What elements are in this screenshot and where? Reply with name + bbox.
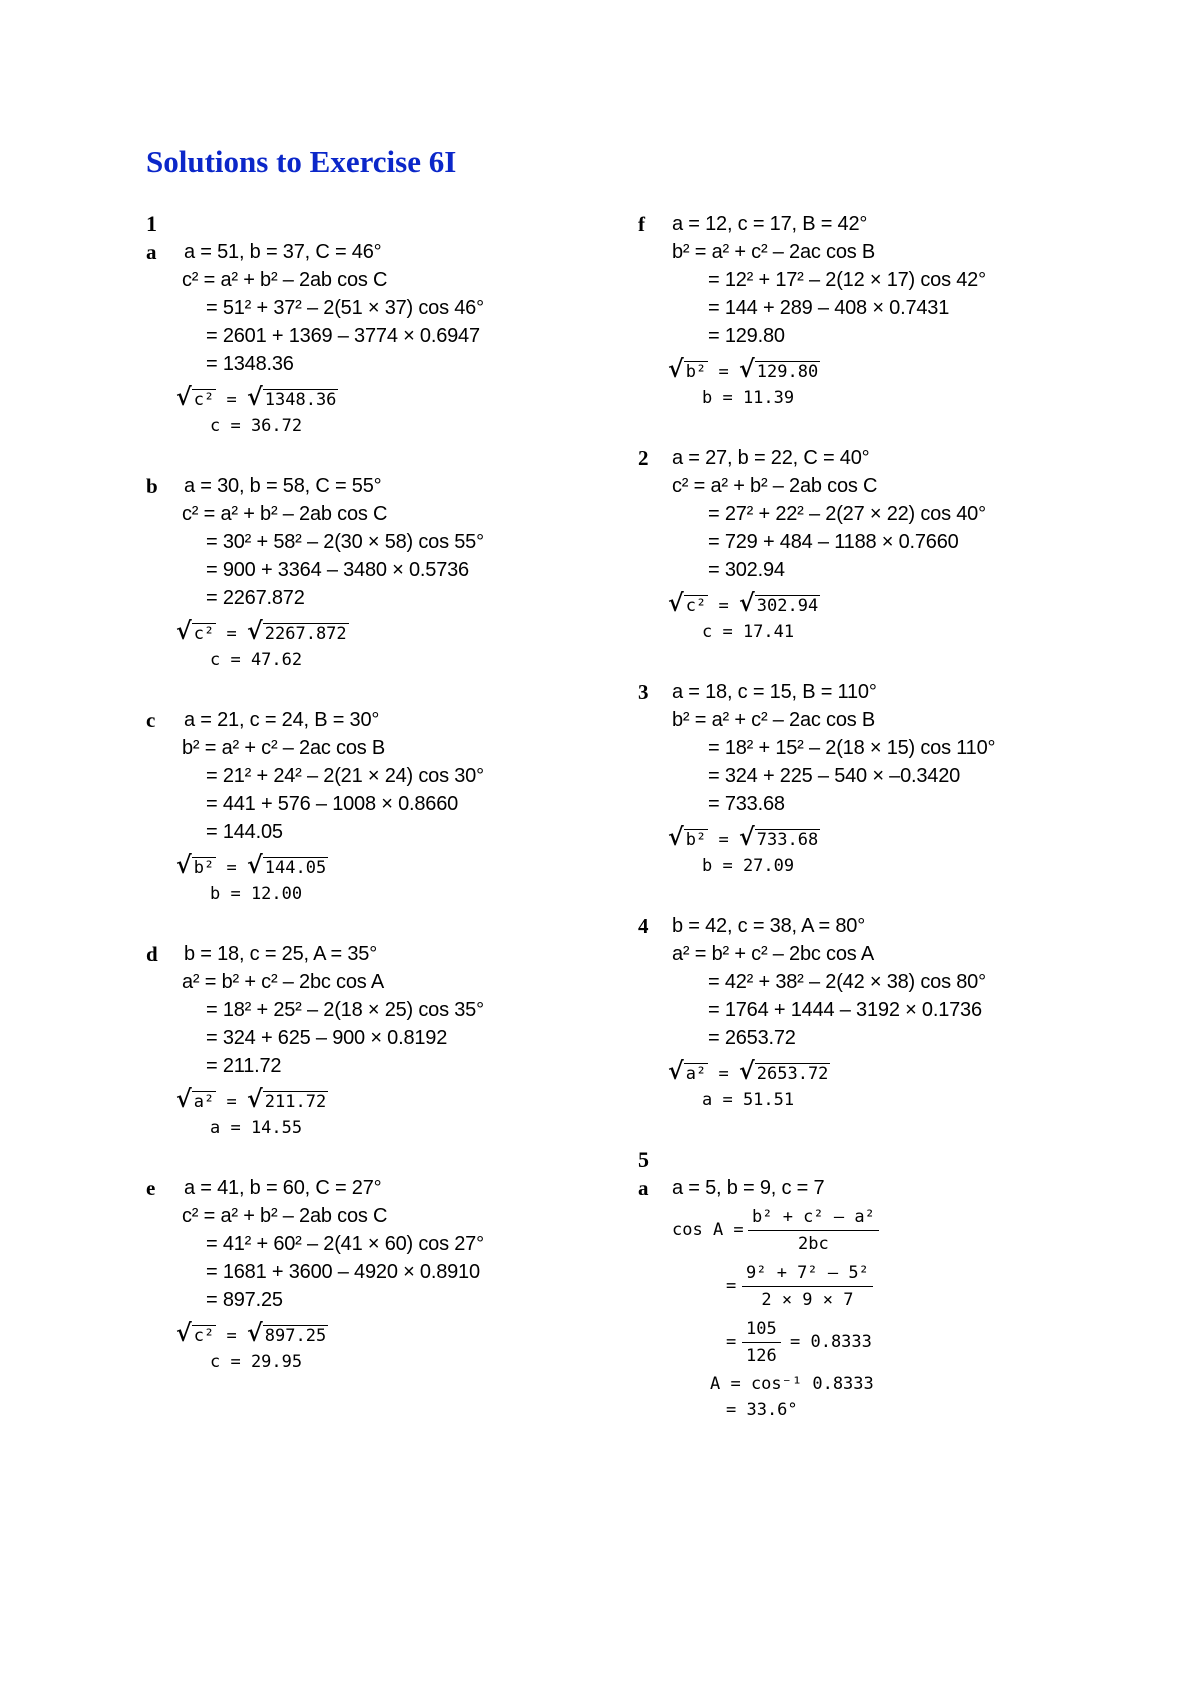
- part-label: 2: [638, 446, 649, 470]
- radicand: a²: [193, 1092, 215, 1112]
- working-step: = 324 + 225 – 540 × –0.3420: [708, 765, 961, 787]
- cosine-fraction-row: [638, 1204, 1138, 1260]
- question-4: [638, 912, 1138, 1114]
- sqrt-lhs: √ b² = √ 129.80: [668, 354, 819, 383]
- working-step: = 211.72: [206, 1055, 282, 1077]
- fraction: [742, 1260, 873, 1313]
- solution-line: [146, 790, 586, 818]
- square-root-step: [638, 1056, 1138, 1088]
- given-values: a = 18, c = 15, B = 110°: [672, 681, 877, 703]
- solution-line: [638, 444, 1138, 472]
- solution-line: [146, 996, 586, 1024]
- solution-line: [638, 528, 1138, 556]
- working-step: = 18² + 25² – 2(18 × 25) cos 35°: [206, 999, 484, 1021]
- radicand: 1348.36: [264, 390, 337, 410]
- cosine-rule: c² = a² + b² – 2ab cos C: [182, 503, 388, 525]
- equals-sign: =: [726, 1276, 737, 1296]
- working-step: = 2653.72: [708, 1027, 796, 1049]
- cosine-rule: c² = a² + b² – 2ab cos C: [182, 1205, 388, 1227]
- solution-line: [146, 322, 586, 350]
- working-step: = 729 + 484 – 1188 × 0.7660: [708, 531, 959, 553]
- working-step: = 144 + 289 – 408 × 0.7431: [708, 297, 950, 319]
- solution-line: [146, 940, 586, 968]
- final-result: a = 51.51: [702, 1090, 795, 1110]
- working-step: = 302.94: [708, 559, 785, 581]
- solution-line: [146, 584, 586, 612]
- radical-icon: √: [176, 616, 192, 645]
- final-result: c = 36.72: [210, 416, 303, 436]
- final-result: c = 29.95: [210, 1352, 303, 1372]
- working-step: = 900 + 3364 – 3480 × 0.5736: [206, 559, 469, 581]
- square-root-step: [146, 616, 586, 648]
- square-root-step: [146, 1318, 586, 1350]
- cosine-fraction-row: [638, 1316, 1138, 1372]
- final-result: a = 14.55: [210, 1118, 303, 1138]
- working-step: = 41² + 60² – 2(41 × 60) cos 27°: [206, 1233, 484, 1255]
- square-root-step: [638, 822, 1138, 854]
- right-column: [638, 210, 1138, 1456]
- cosine-rule: b² = a² + c² – 2ac cos B: [182, 737, 386, 759]
- working-step: = 441 + 576 – 1008 × 0.8660: [206, 793, 459, 815]
- square-root-step: [146, 1084, 586, 1116]
- working-step: = 1764 + 1444 – 3192 × 0.1736: [708, 999, 982, 1021]
- solution-line: [146, 238, 586, 266]
- solution-line: [146, 1230, 586, 1258]
- solution-line: [146, 294, 586, 322]
- part-label: b: [146, 474, 158, 498]
- solution-line: [146, 500, 586, 528]
- given-values: a = 30, b = 58, C = 55°: [184, 475, 382, 497]
- solution-line: [146, 472, 586, 500]
- radical-icon: √: [246, 616, 263, 645]
- question-5: [638, 1146, 1138, 1424]
- solution-line: [146, 762, 586, 790]
- solution-line: [638, 294, 1138, 322]
- cosine-rule: a² = b² + c² – 2bc cos A: [182, 971, 384, 993]
- solution-line: [638, 1024, 1138, 1052]
- radical-icon: √: [176, 1084, 192, 1113]
- part-f: [638, 210, 1138, 412]
- radical-icon: √: [246, 382, 263, 411]
- radicand: 302.94: [756, 596, 819, 616]
- radical-icon: √: [738, 1056, 755, 1085]
- sqrt-lhs: √ c² = √ 897.25: [176, 1318, 327, 1347]
- radical-icon: √: [668, 354, 684, 383]
- radical-icon: √: [668, 588, 684, 617]
- sqrt-lhs: √ b² = √ 733.68: [668, 822, 819, 851]
- radicand: 2267.872: [264, 624, 347, 644]
- part-b: [146, 472, 586, 674]
- given-values: a = 41, b = 60, C = 27°: [184, 1177, 382, 1199]
- working-step: = 1348.36: [206, 353, 294, 375]
- solution-line: [638, 322, 1138, 350]
- working-step: = 21² + 24² – 2(21 × 24) cos 30°: [206, 765, 484, 787]
- given-values: a = 21, c = 24, B = 30°: [184, 709, 380, 731]
- final-result: b = 27.09: [702, 856, 795, 876]
- solution-line: [638, 210, 1138, 238]
- working-step: = 30² + 58² – 2(30 × 58) cos 55°: [206, 531, 484, 553]
- solution-line: [638, 912, 1138, 940]
- solution-line: [638, 266, 1138, 294]
- working-step: = 12² + 17² – 2(12 × 17) cos 42°: [708, 269, 986, 291]
- radicand: b²: [685, 830, 707, 850]
- decimal-result: = 0.8333: [790, 1332, 872, 1352]
- radical-icon: √: [738, 588, 755, 617]
- solution-line: [146, 350, 586, 378]
- solution-line: [638, 556, 1138, 584]
- part-label: e: [146, 1176, 156, 1200]
- solution-line: [146, 818, 586, 846]
- radicand: 144.05: [264, 858, 327, 878]
- radical-icon: √: [738, 354, 755, 383]
- cosine-rule: a² = b² + c² – 2bc cos A: [672, 943, 874, 965]
- radicand: a²: [685, 1064, 707, 1084]
- part-label: a: [146, 240, 157, 264]
- radicand: 733.68: [756, 830, 819, 850]
- radicand: c²: [193, 1326, 215, 1346]
- cosine-fraction-row: [638, 1260, 1138, 1316]
- working-step: = 129.80: [708, 325, 785, 347]
- sqrt-lhs: √ c² = √ 2267.872: [176, 616, 347, 645]
- solution-line: [146, 266, 586, 294]
- given-values: a = 12, c = 17, B = 42°: [672, 213, 868, 235]
- solution-line: [146, 706, 586, 734]
- part-c: [146, 706, 586, 908]
- part-label: a: [638, 1176, 649, 1200]
- fraction: [748, 1204, 879, 1257]
- given-values: b = 42, c = 38, A = 80°: [672, 915, 865, 937]
- radicand: 897.25: [264, 1326, 327, 1346]
- solution-line: [638, 472, 1138, 500]
- part-d: [146, 940, 586, 1142]
- working-step: = 144.05: [206, 821, 283, 843]
- sqrt-lhs: √ b² = √ 144.05: [176, 850, 327, 879]
- final-result: c = 17.41: [702, 622, 795, 642]
- radical-icon: √: [176, 1318, 192, 1347]
- square-root-step: [638, 354, 1138, 386]
- solution-line: [146, 734, 586, 762]
- part-label: f: [638, 212, 645, 236]
- final-angle: = 33.6°: [726, 1400, 798, 1420]
- radicand: c²: [193, 624, 215, 644]
- working-step: = 42² + 38² – 2(42 × 38) cos 80°: [708, 971, 986, 993]
- fraction-numerator: 105: [742, 1316, 781, 1343]
- solution-line: [146, 968, 586, 996]
- cosine-rule: b² = a² + c² – 2ac cos B: [672, 709, 876, 731]
- solution-line: [146, 1052, 586, 1080]
- question-2: [638, 444, 1138, 646]
- fraction-denominator: 126: [746, 1346, 777, 1366]
- working-step: = 1681 + 3600 – 4920 × 0.8910: [206, 1261, 480, 1283]
- fraction: [742, 1316, 781, 1369]
- radical-icon: √: [176, 382, 192, 411]
- radical-icon: √: [246, 1084, 263, 1113]
- cosine-rule: c² = a² + b² – 2ab cos C: [182, 269, 388, 291]
- solution-line: [146, 528, 586, 556]
- working-step: = 51² + 37² – 2(51 × 37) cos 46°: [206, 297, 484, 319]
- radicand: 129.80: [756, 362, 819, 382]
- solution-line: [146, 1202, 586, 1230]
- question-number: 5: [638, 1147, 649, 1172]
- solution-line: [638, 734, 1138, 762]
- working-step: = 2601 + 1369 – 3774 × 0.6947: [206, 325, 480, 347]
- sqrt-lhs: √ c² = √ 1348.36: [176, 382, 337, 411]
- fraction-denominator: 2bc: [798, 1234, 829, 1254]
- radical-icon: √: [668, 1056, 684, 1085]
- part-label: 3: [638, 680, 649, 704]
- radicand: c²: [193, 390, 215, 410]
- sqrt-lhs: √ a² = √ 211.72: [176, 1084, 327, 1113]
- working-step: = 324 + 625 – 900 × 0.8192: [206, 1027, 448, 1049]
- part-a: [146, 238, 586, 440]
- solution-line: [146, 1286, 586, 1314]
- inverse-cos-line: A = cos⁻¹ 0.8333: [710, 1374, 874, 1394]
- solution-line: [146, 556, 586, 584]
- given-values: b = 18, c = 25, A = 35°: [184, 943, 377, 965]
- cosine-rule: c² = a² + b² – 2ab cos C: [672, 475, 878, 497]
- solution-line: [638, 238, 1138, 266]
- solution-line: [146, 1258, 586, 1286]
- cos-lhs: cos A =: [672, 1220, 744, 1240]
- radicand: b²: [193, 858, 215, 878]
- part-label: 4: [638, 914, 649, 938]
- square-root-step: [146, 382, 586, 414]
- radical-icon: √: [246, 850, 263, 879]
- fraction-denominator: 2 × 9 × 7: [761, 1290, 854, 1310]
- part-label: c: [146, 708, 156, 732]
- solution-line: [638, 1174, 1138, 1202]
- question-3: [638, 678, 1138, 880]
- final-result: b = 12.00: [210, 884, 303, 904]
- radicand: c²: [685, 596, 707, 616]
- working-step: = 18² + 15² – 2(18 × 15) cos 110°: [708, 737, 996, 759]
- sqrt-lhs: √ c² = √ 302.94: [668, 588, 819, 617]
- radicand: 2653.72: [756, 1064, 829, 1084]
- solution-line: [638, 968, 1138, 996]
- radical-icon: √: [738, 822, 755, 851]
- working-step: = 2267.872: [206, 587, 305, 609]
- page-title: Solutions to Exercise 6I: [146, 144, 457, 179]
- final-result: b = 11.39: [702, 388, 795, 408]
- radicand: b²: [685, 362, 707, 382]
- fraction-numerator: b² + c² – a²: [748, 1204, 879, 1231]
- square-root-step: [146, 850, 586, 882]
- solution-line: [638, 996, 1138, 1024]
- fraction-numerator: 9² + 7² – 5²: [742, 1260, 873, 1287]
- solution-line: [146, 1174, 586, 1202]
- solution-line: [638, 500, 1138, 528]
- solution-line: [146, 1024, 586, 1052]
- sqrt-lhs: √ a² = √ 2653.72: [668, 1056, 829, 1085]
- working-step: = 27² + 22² – 2(27 × 22) cos 40°: [708, 503, 986, 525]
- radical-icon: √: [246, 1318, 263, 1347]
- given-values: a = 27, b = 22, C = 40°: [672, 447, 870, 469]
- solution-line: [638, 790, 1138, 818]
- square-root-step: [638, 588, 1138, 620]
- radicand: 211.72: [264, 1092, 327, 1112]
- given-values: a = 5, b = 9, c = 7: [672, 1177, 825, 1199]
- solution-line: [638, 678, 1138, 706]
- solution-line: [638, 762, 1138, 790]
- given-values: a = 51, b = 37, C = 46°: [184, 241, 382, 263]
- equals-sign: =: [726, 1332, 737, 1352]
- radical-icon: √: [176, 850, 192, 879]
- part-e: [146, 1174, 586, 1376]
- solution-line: [638, 706, 1138, 734]
- final-result: c = 47.62: [210, 650, 303, 670]
- left-column: [146, 210, 586, 1408]
- radical-icon: √: [668, 822, 684, 851]
- working-step: = 897.25: [206, 1289, 283, 1311]
- question-number: 1: [146, 211, 157, 236]
- part-label: d: [146, 942, 158, 966]
- cosine-rule: b² = a² + c² – 2ac cos B: [672, 241, 876, 263]
- solution-line: [638, 940, 1138, 968]
- working-step: = 733.68: [708, 793, 785, 815]
